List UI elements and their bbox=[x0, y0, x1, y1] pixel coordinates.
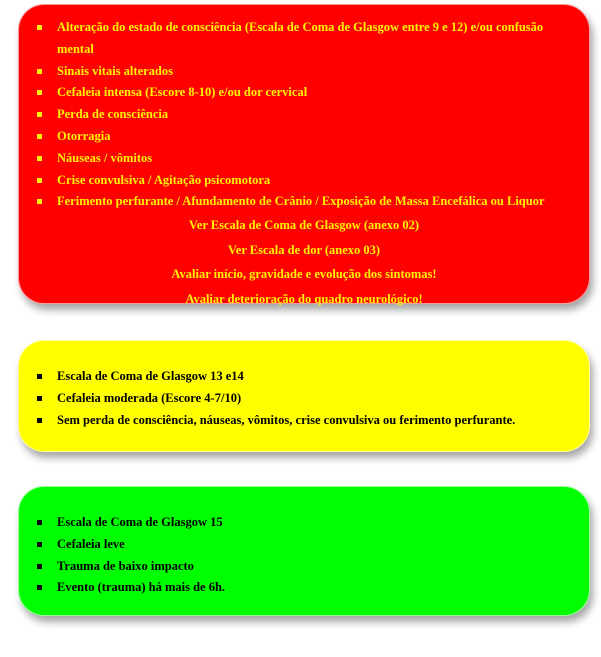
list-item: Evento (trauma) há mais de 6h. bbox=[35, 577, 575, 599]
square-bullet-icon bbox=[37, 199, 42, 204]
list-item: Sem perda de consciência, náuseas, vômitos, crise convulsiva ou ferimento perfurante. bbox=[35, 410, 575, 432]
list-item: Perda de consciência bbox=[35, 104, 575, 126]
green-criteria-list bbox=[35, 512, 575, 599]
list-item: Alteração do estado de consciência (Escala de Coma de Glasgow entre 9 e 12) e/ou confusão mental bbox=[35, 17, 575, 61]
list-item: Cefaleia moderada (Escore 4-7/10) bbox=[35, 388, 575, 410]
list-item: Sinais vitais alterados bbox=[35, 61, 575, 83]
list-item: Cefaleia leve bbox=[35, 534, 575, 556]
list-item: Cefaleia intensa (Escore 8-10) e/ou dor cervical bbox=[35, 82, 575, 104]
square-bullet-icon bbox=[37, 90, 42, 95]
square-bullet-icon bbox=[37, 564, 42, 569]
list-item: Ferimento perfurante / Afundamento de Crânio / Exposição de Massa Encefálica ou Liquor bbox=[35, 191, 575, 213]
instruction-line: Avaliar início, gravidade e evolução dos sintomas! bbox=[171, 267, 437, 281]
square-bullet-icon bbox=[37, 418, 42, 423]
list-item: Escala de Coma de Glasgow 15 bbox=[35, 512, 575, 534]
yellow-priority-box bbox=[18, 340, 590, 452]
square-bullet-icon bbox=[37, 374, 42, 379]
square-bullet-icon bbox=[37, 178, 42, 183]
list-item: Escala de Coma de Glasgow 13 e14 bbox=[35, 366, 575, 388]
square-bullet-icon bbox=[37, 25, 42, 30]
square-bullet-icon bbox=[37, 396, 42, 401]
list-item: Crise convulsiva / Agitação psicomotora bbox=[35, 170, 575, 192]
square-bullet-icon bbox=[37, 134, 42, 139]
list-item: Náuseas / vômitos bbox=[35, 148, 575, 170]
square-bullet-icon bbox=[37, 585, 42, 590]
square-bullet-icon bbox=[37, 156, 42, 161]
yellow-criteria-list bbox=[35, 366, 575, 431]
square-bullet-icon bbox=[37, 112, 42, 117]
green-priority-box bbox=[18, 486, 590, 616]
square-bullet-icon bbox=[37, 69, 42, 74]
list-item: Trauma de baixo impacto bbox=[35, 556, 575, 578]
instruction-line: Ver Escala de dor (anexo 03) bbox=[227, 242, 381, 257]
square-bullet-icon bbox=[37, 542, 42, 547]
red-criteria-list bbox=[35, 17, 575, 213]
instruction-line: Avaliar deterioração do quadro neurológico! bbox=[185, 291, 423, 306]
red-priority-box bbox=[18, 4, 590, 304]
instruction-line: Ver Escala de Coma de Glasgow (anexo 02) bbox=[188, 218, 420, 232]
square-bullet-icon bbox=[37, 520, 42, 525]
red-box-instructions bbox=[19, 213, 589, 311]
list-item: Otorragia bbox=[35, 126, 575, 148]
